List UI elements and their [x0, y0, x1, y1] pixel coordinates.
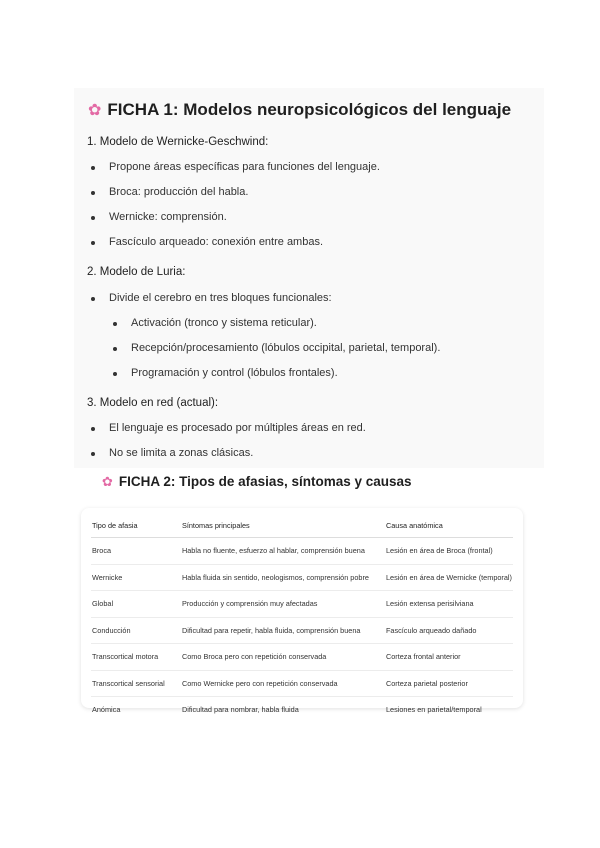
- column-header: Tipo de afasia: [91, 514, 181, 538]
- table-cell: Corteza frontal anterior: [385, 644, 513, 671]
- table-cell: Lesiones en parietal/temporal: [385, 705, 482, 715]
- table-cell: Anómica: [92, 705, 121, 715]
- table-row: [91, 697, 513, 723]
- table-cell: Habla no fluente, esfuerzo al hablar, comprensión buena: [181, 538, 385, 565]
- table-cell: Fascículo arqueado dañado: [385, 617, 513, 644]
- table-cell: Producción y comprensión muy afectadas: [181, 591, 385, 618]
- sub-list-item: Activación (tronco y sistema reticular).: [131, 317, 317, 329]
- list-item: Propone áreas específicas para funciones del lenguaje.: [109, 161, 380, 173]
- table-cell: Dificultad para repetir, habla fluida, comprensión buena: [181, 617, 385, 644]
- table-cell: Como Broca pero con repetición conservada: [181, 644, 385, 671]
- model-heading: 3. Modelo en red (actual):: [87, 397, 219, 409]
- list-item: No se limita a zonas clásicas.: [109, 447, 254, 459]
- table-cell: Transcortical sensorial: [91, 670, 181, 697]
- model-heading: 2. Modelo de Luria:: [87, 266, 186, 278]
- list-item: El lenguaje es procesado por múltiples áreas en red.: [109, 422, 366, 434]
- table-cell: Habla fluida sin sentido, neologismos, comprensión pobre: [181, 564, 385, 591]
- ficha2-title: ✿ FICHA 2: Tipos de afasias, síntomas y causas: [102, 474, 412, 489]
- brain-icon: ✿: [102, 474, 113, 489]
- sub-list-item: Programación y control (lóbulos frontales).: [131, 367, 338, 379]
- sub-list-item: Recepción/procesamiento (lóbulos occipital, parietal, temporal).: [131, 342, 441, 354]
- table-cell: Conducción: [91, 617, 181, 644]
- list-item: Wernicke: comprensión.: [109, 211, 227, 223]
- table-row: [91, 564, 513, 591]
- table-row: [91, 644, 513, 671]
- table-cell: Wernicke: [91, 564, 181, 591]
- aphasia-table-card: [81, 508, 523, 715]
- table-row: [91, 617, 513, 644]
- brain-icon: ✿: [88, 102, 102, 119]
- list-item: Divide el cerebro en tres bloques funcionales:: [109, 292, 332, 304]
- column-header: Causa anatómica: [385, 514, 513, 538]
- table-cell: Lesión en área de Wernicke (temporal): [385, 564, 513, 591]
- table-header-row: [91, 514, 513, 538]
- table-row: [91, 591, 513, 618]
- table-cell: Lesión extensa perisilviana: [385, 591, 513, 618]
- table-cell: Corteza parietal posterior: [385, 670, 513, 697]
- table-row: [91, 538, 513, 565]
- list-item: Broca: producción del habla.: [109, 186, 249, 198]
- table-cell: Global: [91, 591, 181, 618]
- table-cell: Lesión en área de Broca (frontal): [385, 538, 513, 565]
- aphasia-table: [91, 514, 513, 723]
- table-cell: Broca: [91, 538, 181, 565]
- list-item: Fascículo arqueado: conexión entre ambas.: [109, 236, 324, 248]
- model-heading: 1. Modelo de Wernicke-Geschwind:: [87, 136, 269, 148]
- column-header: Síntomas principales: [181, 514, 385, 538]
- table-cell: Dificultad para nombrar, habla fluida: [181, 705, 299, 715]
- ficha1-title: ✿ FICHA 1: Modelos neuropsicológicos del lenguaje: [88, 100, 512, 119]
- table-row: [91, 670, 513, 697]
- table-cell: Como Wernicke pero con repetición conservada: [181, 670, 385, 697]
- table-cell: Transcortical motora: [91, 644, 181, 671]
